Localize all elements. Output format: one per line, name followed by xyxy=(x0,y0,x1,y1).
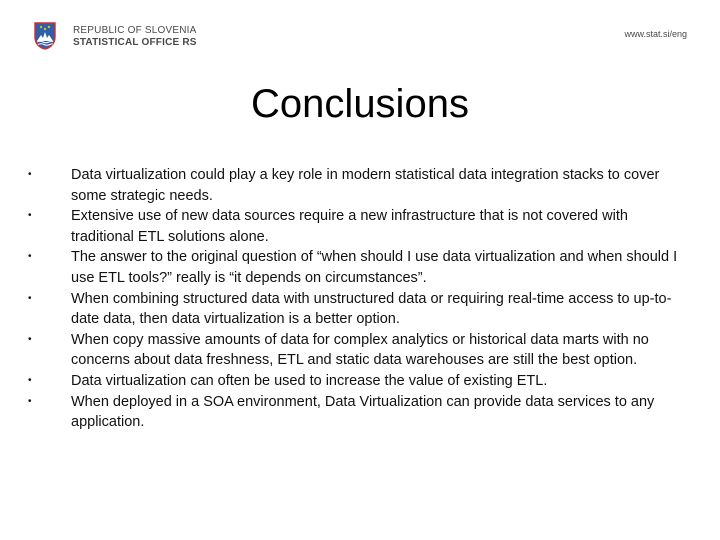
bullet-icon: • xyxy=(28,333,32,345)
bullet-item xyxy=(28,392,688,433)
slide-title: Conclusions xyxy=(251,82,469,126)
bullet-text: When combining structured data with unstructured data or requiring real-time access to up-to-date data, then data virtualization is a better option. xyxy=(71,290,672,328)
bullet-icon: • xyxy=(28,292,32,304)
bullet-icon: • xyxy=(28,395,32,407)
bullet-item xyxy=(28,165,688,206)
org-name-line-1: REPUBLIC OF SLOVENIA xyxy=(73,25,197,36)
bullet-icon: • xyxy=(28,169,32,180)
org-name-line-2: STATISTICAL OFFICE RS xyxy=(73,37,197,48)
bullet-text: Data virtualization can often be used to increase the value of existing ETL. xyxy=(71,372,548,389)
header xyxy=(0,0,720,70)
bullet-text: Extensive use of new data sources require a new infrastructure that is not covered with traditional ETL solutions alone. xyxy=(71,208,628,245)
bullet-item xyxy=(28,247,688,288)
bullet-text: The answer to the original question of “when should I use data virtualization and when should I use ETL tools?” really is “it depends on circumstances”. xyxy=(71,249,678,286)
bullet-item xyxy=(28,330,688,371)
bullet-icon: • xyxy=(28,251,32,263)
bullet-text: When deployed in a SOA environment, Data Virtualization can provide data services to any application. xyxy=(71,393,655,431)
bullet-list xyxy=(28,165,688,433)
website-url: www.stat.si/eng xyxy=(624,29,687,39)
bullet-text: Data virtualization could play a key role in modern statistical data integration stacks to cover some strategic needs. xyxy=(71,167,660,204)
bullet-text: When copy massive amounts of data for complex analytics or historical data marts with no concerns about data freshness, ETL and static data warehouses are still the best option. xyxy=(71,331,649,369)
slovenia-coat-of-arms-icon xyxy=(34,22,56,50)
bullet-item xyxy=(28,289,688,330)
bullet-icon: • xyxy=(28,374,32,386)
bullet-item xyxy=(28,206,688,247)
bullet-icon: • xyxy=(28,210,32,222)
bullet-item xyxy=(28,371,688,392)
organization-name xyxy=(73,25,197,49)
